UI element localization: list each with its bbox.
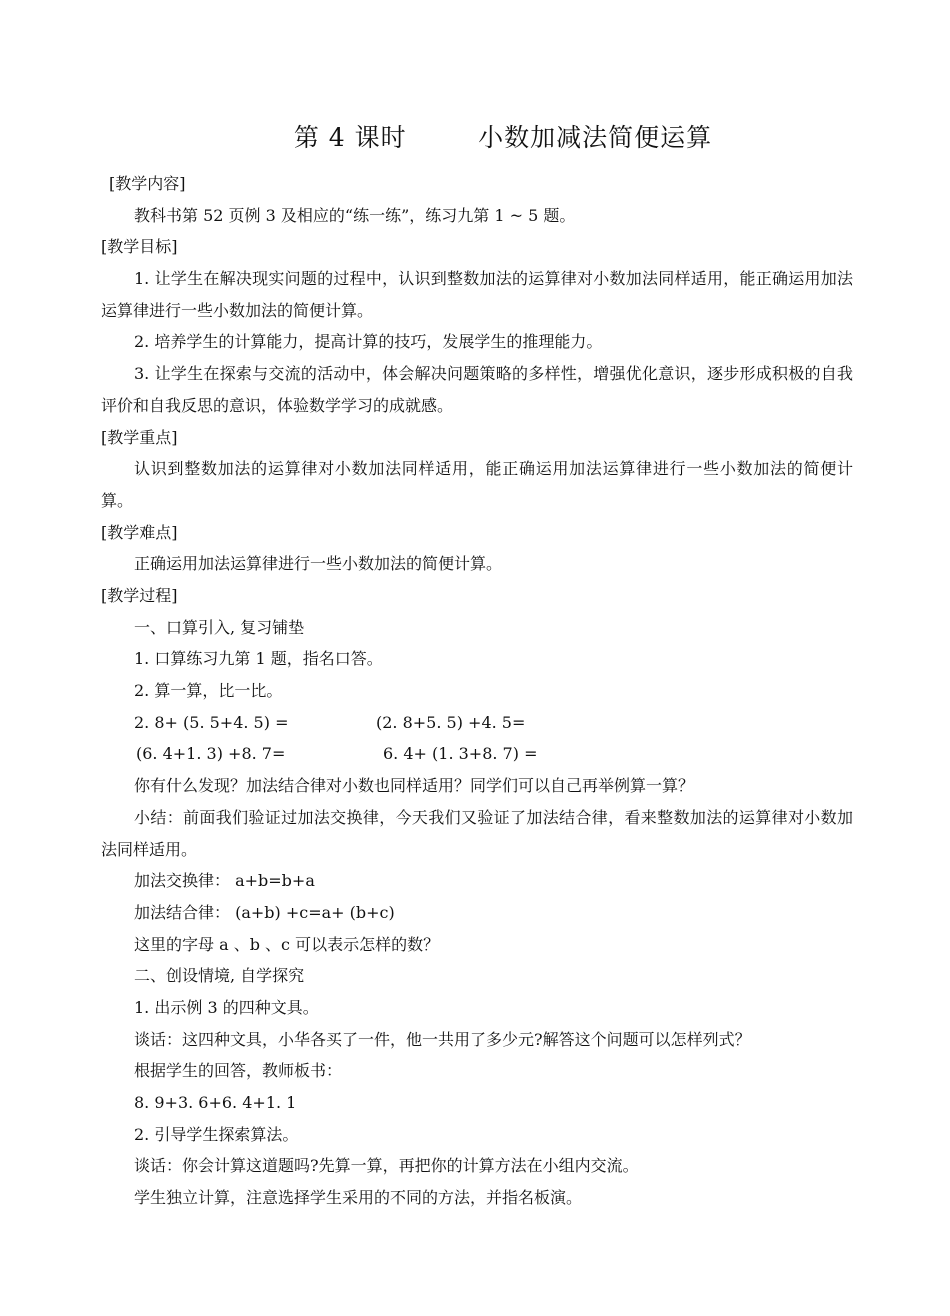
summary-text: 小结：前面我们验证过加法交换律，今天我们又验证了加法结合律，看来整数加法的运算律对小数加法同样适用。: [101, 807, 853, 859]
practice-text: 学生独立计算，注意选择学生采用的不同的方法，并指名板演。: [134, 1188, 583, 1208]
step2-heading: 二、创设情境, 自学探究: [134, 966, 305, 986]
process-heading: [教学过程]: [101, 586, 178, 606]
difficulty-heading: [教学难点]: [101, 522, 178, 542]
letters-question: 这里的字母 a 、b 、c 可以表示怎样的数？: [134, 934, 440, 954]
talk-2: 谈话：你会计算这道题吗?先算一算，再把你的计算方法在小组内交流。: [134, 1156, 639, 1176]
step2-item-2: 2. 引导学生探索算法。: [134, 1124, 299, 1144]
expression-1b: (2. 8+5. 5) +4. 5=: [376, 712, 526, 732]
step1-item-1: 1. 口算练习九第 1 题，指名口答。: [134, 649, 383, 669]
goals-heading: [教学目标]: [101, 237, 178, 257]
discover-text: 你有什么发现？加法结合律对小数也同样适用？同学们可以自己再举例算一算？: [134, 776, 695, 796]
board-intro: 根据学生的回答，教师板书：: [134, 1061, 343, 1081]
document-body: [101, 168, 853, 1214]
step1-item-2: 2. 算一算，比一比。: [134, 681, 283, 701]
talk-1: 谈话：这四种文具，小华各买了一件，他一共用了多少元?解答这个问题可以怎样列式？: [134, 1029, 751, 1049]
content-text: 教科书第 52 页例 3 及相应的“练一练”，练习九第 1 ~ 5 题。: [134, 205, 576, 225]
expression-1a: 2. 8+ (5. 5+4. 5) =: [134, 712, 289, 732]
goal-item-3: 3. 让学生在探索与交流的活动中，体会解决问题策略的多样性，增强优化意识，逐步形成积极的自我评价和自我反思的意识，体验数学学习的成就感。: [101, 364, 853, 415]
difficulty-text: 正确运用加法运算律进行一些小数加法的简便计算。: [134, 554, 503, 574]
commutative-law: 加法交换律： a+b=b+a: [134, 871, 315, 891]
goal-item-1: 1. 让学生在解决现实问题的过程中，认识到整数加法的运算律对小数加法同样适用，能正确运用加法运算律进行一些小数加法的简便计算。: [101, 269, 853, 320]
key-text: 认识到整数加法的运算律对小数加法同样适用，能正确运用加法运算律进行一些小数加法的简便计算。: [101, 459, 853, 510]
expression-2b: 6. 4+ (1. 3+8. 7) =: [383, 744, 538, 764]
step2-item-1: 1. 出示例 3 的四种文具。: [134, 998, 319, 1017]
content-heading: [教学内容]: [109, 174, 186, 193]
expression-2a: (6. 4+1. 3) +8. 7=: [136, 744, 286, 764]
expression-row-1: [101, 707, 853, 739]
goal-item-2: 2. 培养学生的计算能力，提高计算的技巧，发展学生的推理能力。: [134, 332, 603, 352]
key-heading: [教学重点]: [101, 427, 178, 447]
page-title: 第 4 课时 小数加减法简便运算: [293, 123, 713, 152]
step1-heading: 一、口算引入, 复习铺垫: [134, 617, 305, 637]
board-expression: 8. 9+3. 6+6. 4+1. 1: [134, 1093, 297, 1113]
associative-law: 加法结合律： (a+b) +c=a+ (b+c): [134, 902, 395, 922]
expression-row-2: [101, 738, 853, 770]
